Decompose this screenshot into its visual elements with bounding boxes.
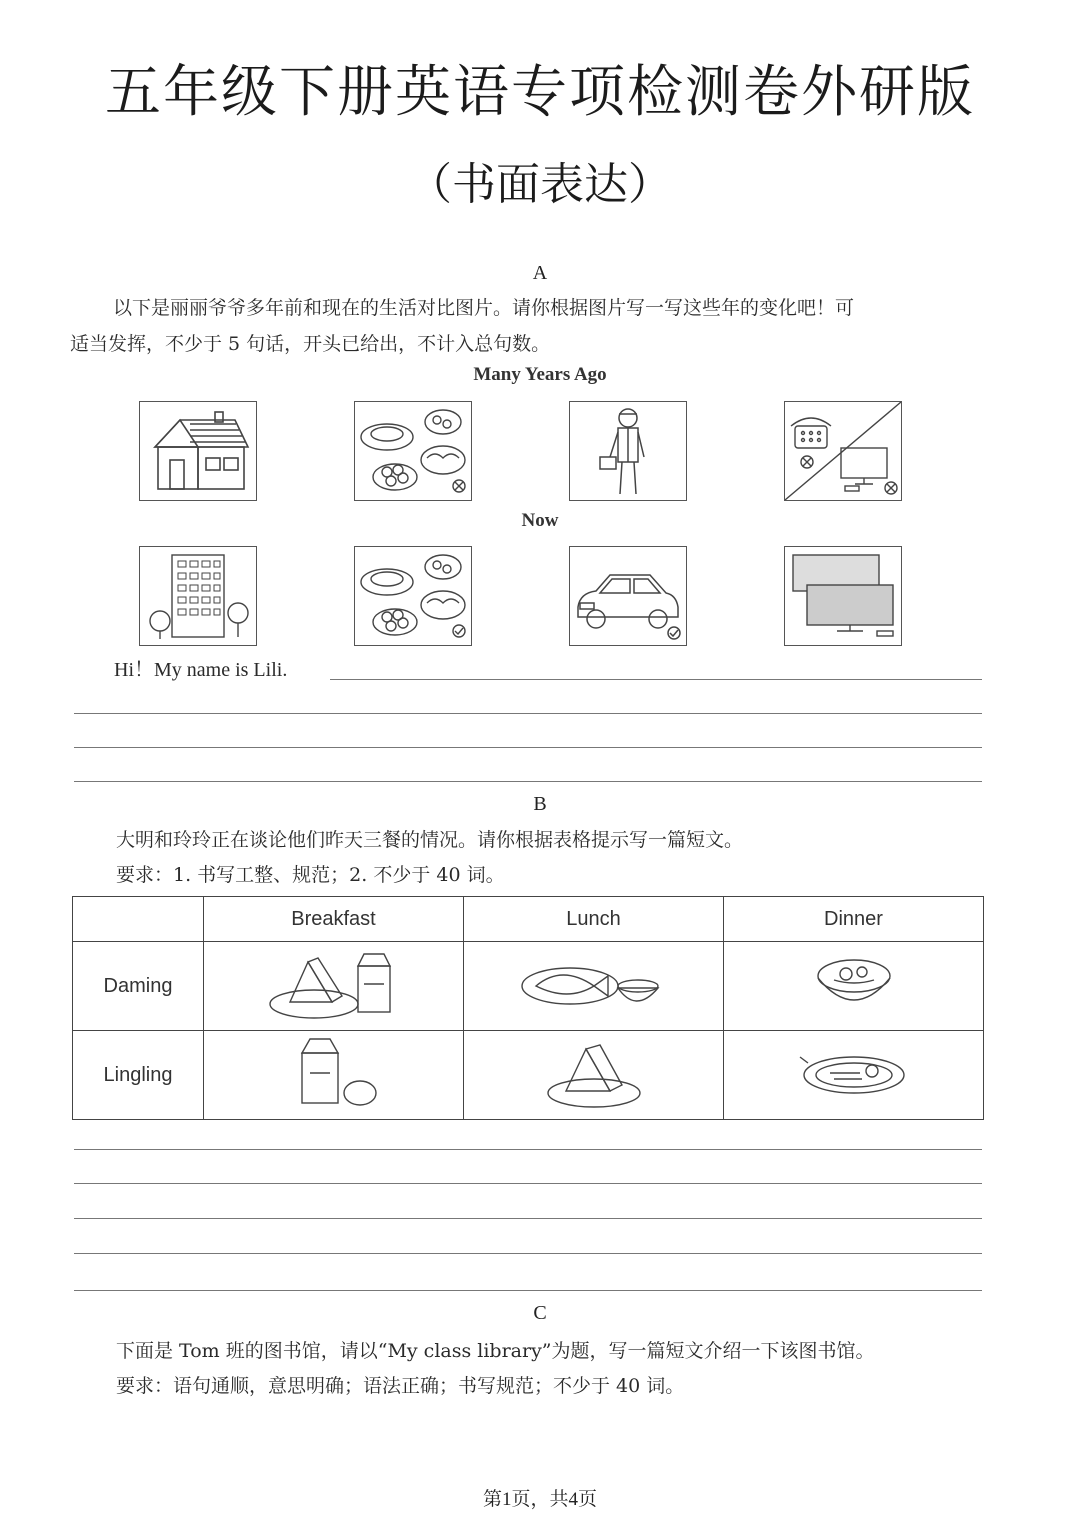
sausage-plate-icon	[724, 1031, 984, 1120]
page-title: 五年级下册英语专项检测卷外研版	[105, 60, 975, 125]
food-plates-icon	[354, 546, 472, 646]
house-icon	[139, 401, 257, 501]
caption-now: Now	[521, 510, 559, 531]
food-plates-icon	[354, 401, 472, 501]
table-header-dinner: Dinner	[724, 897, 984, 942]
section-c-letter: C	[533, 1302, 547, 1324]
table-header-empty	[73, 897, 204, 942]
sandwich-icon	[464, 1031, 724, 1120]
page-subtitle: （书面表达）	[408, 159, 672, 210]
answer-line[interactable]	[74, 1149, 982, 1150]
apartment-building-icon	[139, 546, 257, 646]
sandwich-and-milk-icon	[204, 942, 464, 1031]
table-row	[73, 1031, 984, 1120]
section-c-instruction: 下面是 Tom 班的图书馆，请以“My class library”为题，写一篇短文介绍一下该图书馆。	[116, 1340, 875, 1362]
telephone-and-tv-icon	[784, 401, 902, 501]
table-header-row	[73, 897, 984, 942]
answer-line[interactable]	[74, 1253, 982, 1254]
section-b-instruction: 大明和玲玲正在谈论他们昨天三餐的情况。请你根据表格提示写一篇短文。	[116, 829, 744, 851]
milk-carton-and-egg-icon	[204, 1031, 464, 1120]
answer-line[interactable]	[330, 679, 982, 680]
answer-line[interactable]	[74, 713, 982, 714]
table-row	[73, 942, 984, 1031]
fish-and-rice-icon	[464, 942, 724, 1031]
answer-line[interactable]	[74, 781, 982, 782]
answer-line[interactable]	[74, 1290, 982, 1291]
table-header-breakfast: Breakfast	[204, 897, 464, 942]
answer-line[interactable]	[74, 747, 982, 748]
section-a-letter: A	[532, 262, 548, 284]
caption-many-years-ago: Many Years Ago	[473, 364, 607, 385]
table-header-lunch: Lunch	[464, 897, 724, 942]
writing-start-text: Hi！My name is Lili.	[114, 659, 288, 681]
section-b-letter: B	[533, 793, 547, 815]
row-name-lingling: Lingling	[73, 1031, 204, 1120]
page-number: 第1页，共4页	[482, 1489, 597, 1510]
section-c-requirements: 要求：语句通顺，意思明确；语法正确；书写规范；不少于 40 词。	[116, 1375, 685, 1397]
section-b-requirements: 要求：1. 书写工整、规范；2. 不少于 40 词。	[116, 864, 505, 886]
section-a-instruction-line2: 适当发挥，不少于 5 句话，开头已给出，不计入总句数。	[70, 333, 551, 355]
answer-line[interactable]	[74, 1183, 982, 1184]
section-a-instruction-line1: 以下是丽丽爷爷多年前和现在的生活对比图片。请你根据图片写一写这些年的变化吧！可	[113, 297, 855, 319]
man-with-briefcase-icon	[569, 401, 687, 501]
row-name-daming: Daming	[73, 942, 204, 1031]
answer-line[interactable]	[74, 1218, 982, 1219]
car-icon	[569, 546, 687, 646]
noodle-bowl-icon	[724, 942, 984, 1031]
meals-table	[72, 896, 984, 1120]
two-tvs-icon	[784, 546, 902, 646]
